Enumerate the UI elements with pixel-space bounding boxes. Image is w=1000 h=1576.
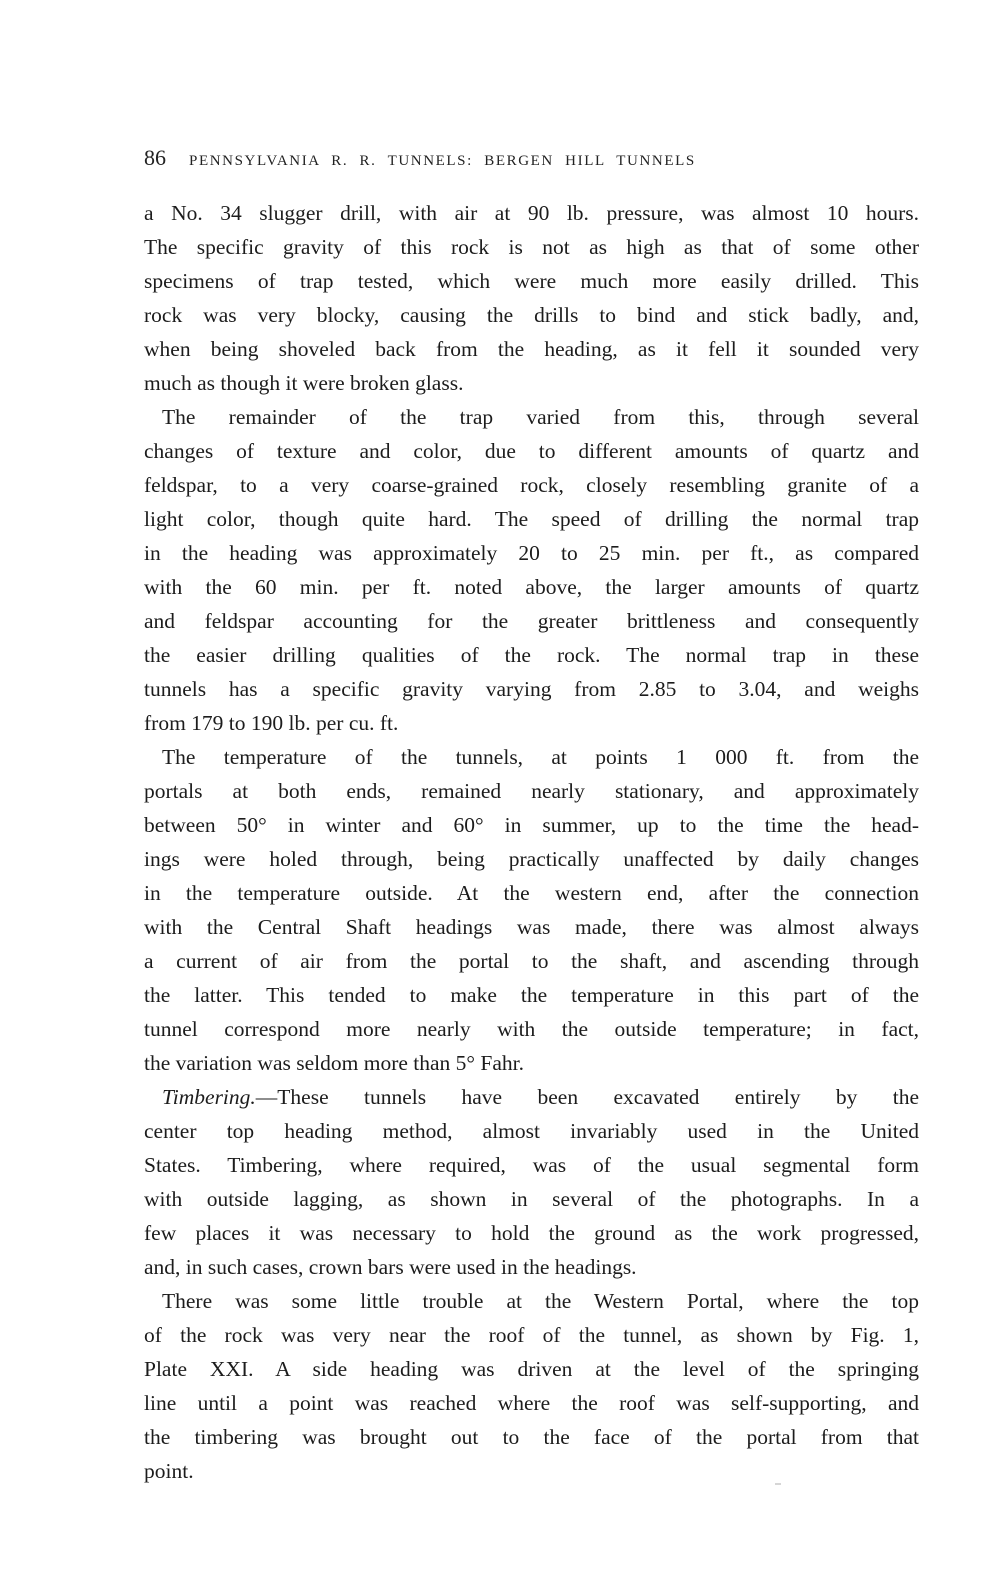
text-line: Plate XXI. A side heading was driven at the level of the springing — [144, 1357, 919, 1381]
text-line — [144, 1080, 919, 1114]
text-line: of the rock was very near the roof of the tunnel, as shown by Fig. 1, — [144, 1323, 919, 1347]
text-line: the latter. This tended to make the temperature in this part of the — [144, 983, 919, 1007]
text-line: with the Central Shaft headings was made, there was almost always — [144, 915, 919, 939]
text-line: in the heading was approximately 20 to 25 min. per ft., as compared — [144, 541, 919, 565]
paragraph-trap-texture — [144, 400, 919, 740]
text-line: and feldspar accounting for the greater brittleness and consequently — [144, 609, 919, 633]
text-line: the variation was seldom more than 5° Fahr. — [144, 1051, 524, 1075]
body-text — [144, 196, 919, 1488]
text-line: with the 60 min. per ft. noted above, the larger amounts of quartz — [144, 575, 919, 599]
text-line: few places it was necessary to hold the ground as the work progressed, — [144, 1221, 919, 1245]
paragraph-drill-rate — [144, 196, 919, 400]
text-line: the timbering was brought out to the face of the portal from that — [144, 1425, 919, 1449]
text-line: between 50° in winter and 60° in summer, up to the time the head- — [144, 813, 919, 837]
text-line: the easier drilling qualities of the rock. The normal trap in these — [144, 643, 919, 667]
text-line: portals at both ends, remained nearly stationary, and approximately — [144, 779, 919, 803]
text-line: point. — [144, 1459, 194, 1483]
running-header — [144, 145, 855, 175]
paragraph-western-portal — [144, 1284, 919, 1488]
text-line: The remainder of the trap varied from this, through several — [162, 405, 919, 429]
text-line: The specific gravity of this rock is not as high as that of some other — [144, 235, 919, 259]
text-line: and, in such cases, crown bars were used in the headings. — [144, 1255, 637, 1279]
text-line: feldspar, to a very coarse-grained rock, closely resembling granite of a — [144, 473, 919, 497]
text-line: There was some little trouble at the Western Portal, where the top — [162, 1289, 919, 1313]
running-title: PENNSYLVANIA R. R. TUNNELS: BERGEN HILL TUNNELS — [189, 153, 696, 169]
text-line: with outside lagging, as shown in several of the photographs. In a — [144, 1187, 919, 1211]
text-line: from 179 to 190 lb. per cu. ft. — [144, 711, 399, 735]
text-run: —These tunnels have been excavated entirely by the — [255, 1085, 919, 1109]
text-line: The temperature of the tunnels, at points 1 000 ft. from the — [162, 745, 919, 769]
paragraph-temperature — [144, 740, 919, 1080]
text-line: tunnels has a specific gravity varying from 2.85 to 3.04, and weighs — [144, 677, 919, 701]
text-line: rock was very blocky, causing the drills to bind and stick badly, and, — [144, 303, 919, 327]
text-line: center top heading method, almost invariably used in the United — [144, 1119, 919, 1143]
text-line: line until a point was reached where the roof was self-supporting, and — [144, 1391, 919, 1415]
text-line: much as though it were broken glass. — [144, 371, 464, 395]
text-line: in the temperature outside. At the western end, after the connection — [144, 881, 919, 905]
text-line: a No. 34 slugger drill, with air at 90 lb. pressure, was almost 10 hours. — [144, 201, 919, 225]
page-number: 86 — [144, 145, 166, 170]
text-line: changes of texture and color, due to different amounts of quartz and — [144, 439, 919, 463]
text-line: a current of air from the portal to the shaft, and ascending through — [144, 949, 919, 973]
text-line: when being shoveled back from the heading, as it fell it sounded very — [144, 337, 919, 361]
text-line: specimens of trap tested, which were much more easily drilled. This — [144, 269, 919, 293]
section-heading-timbering: Timbering. — [162, 1085, 256, 1109]
text-line: States. Timbering, where required, was of the usual segmental form — [144, 1153, 919, 1177]
text-line: ings were holed through, being practically unaffected by daily changes — [144, 847, 919, 871]
text-line: light color, though quite hard. The speed of drilling the normal trap — [144, 507, 919, 531]
paragraph-timbering — [144, 1080, 919, 1284]
text-line: tunnel correspond more nearly with the outside temperature; in fact, — [144, 1017, 919, 1041]
scan-speck — [775, 1483, 781, 1485]
